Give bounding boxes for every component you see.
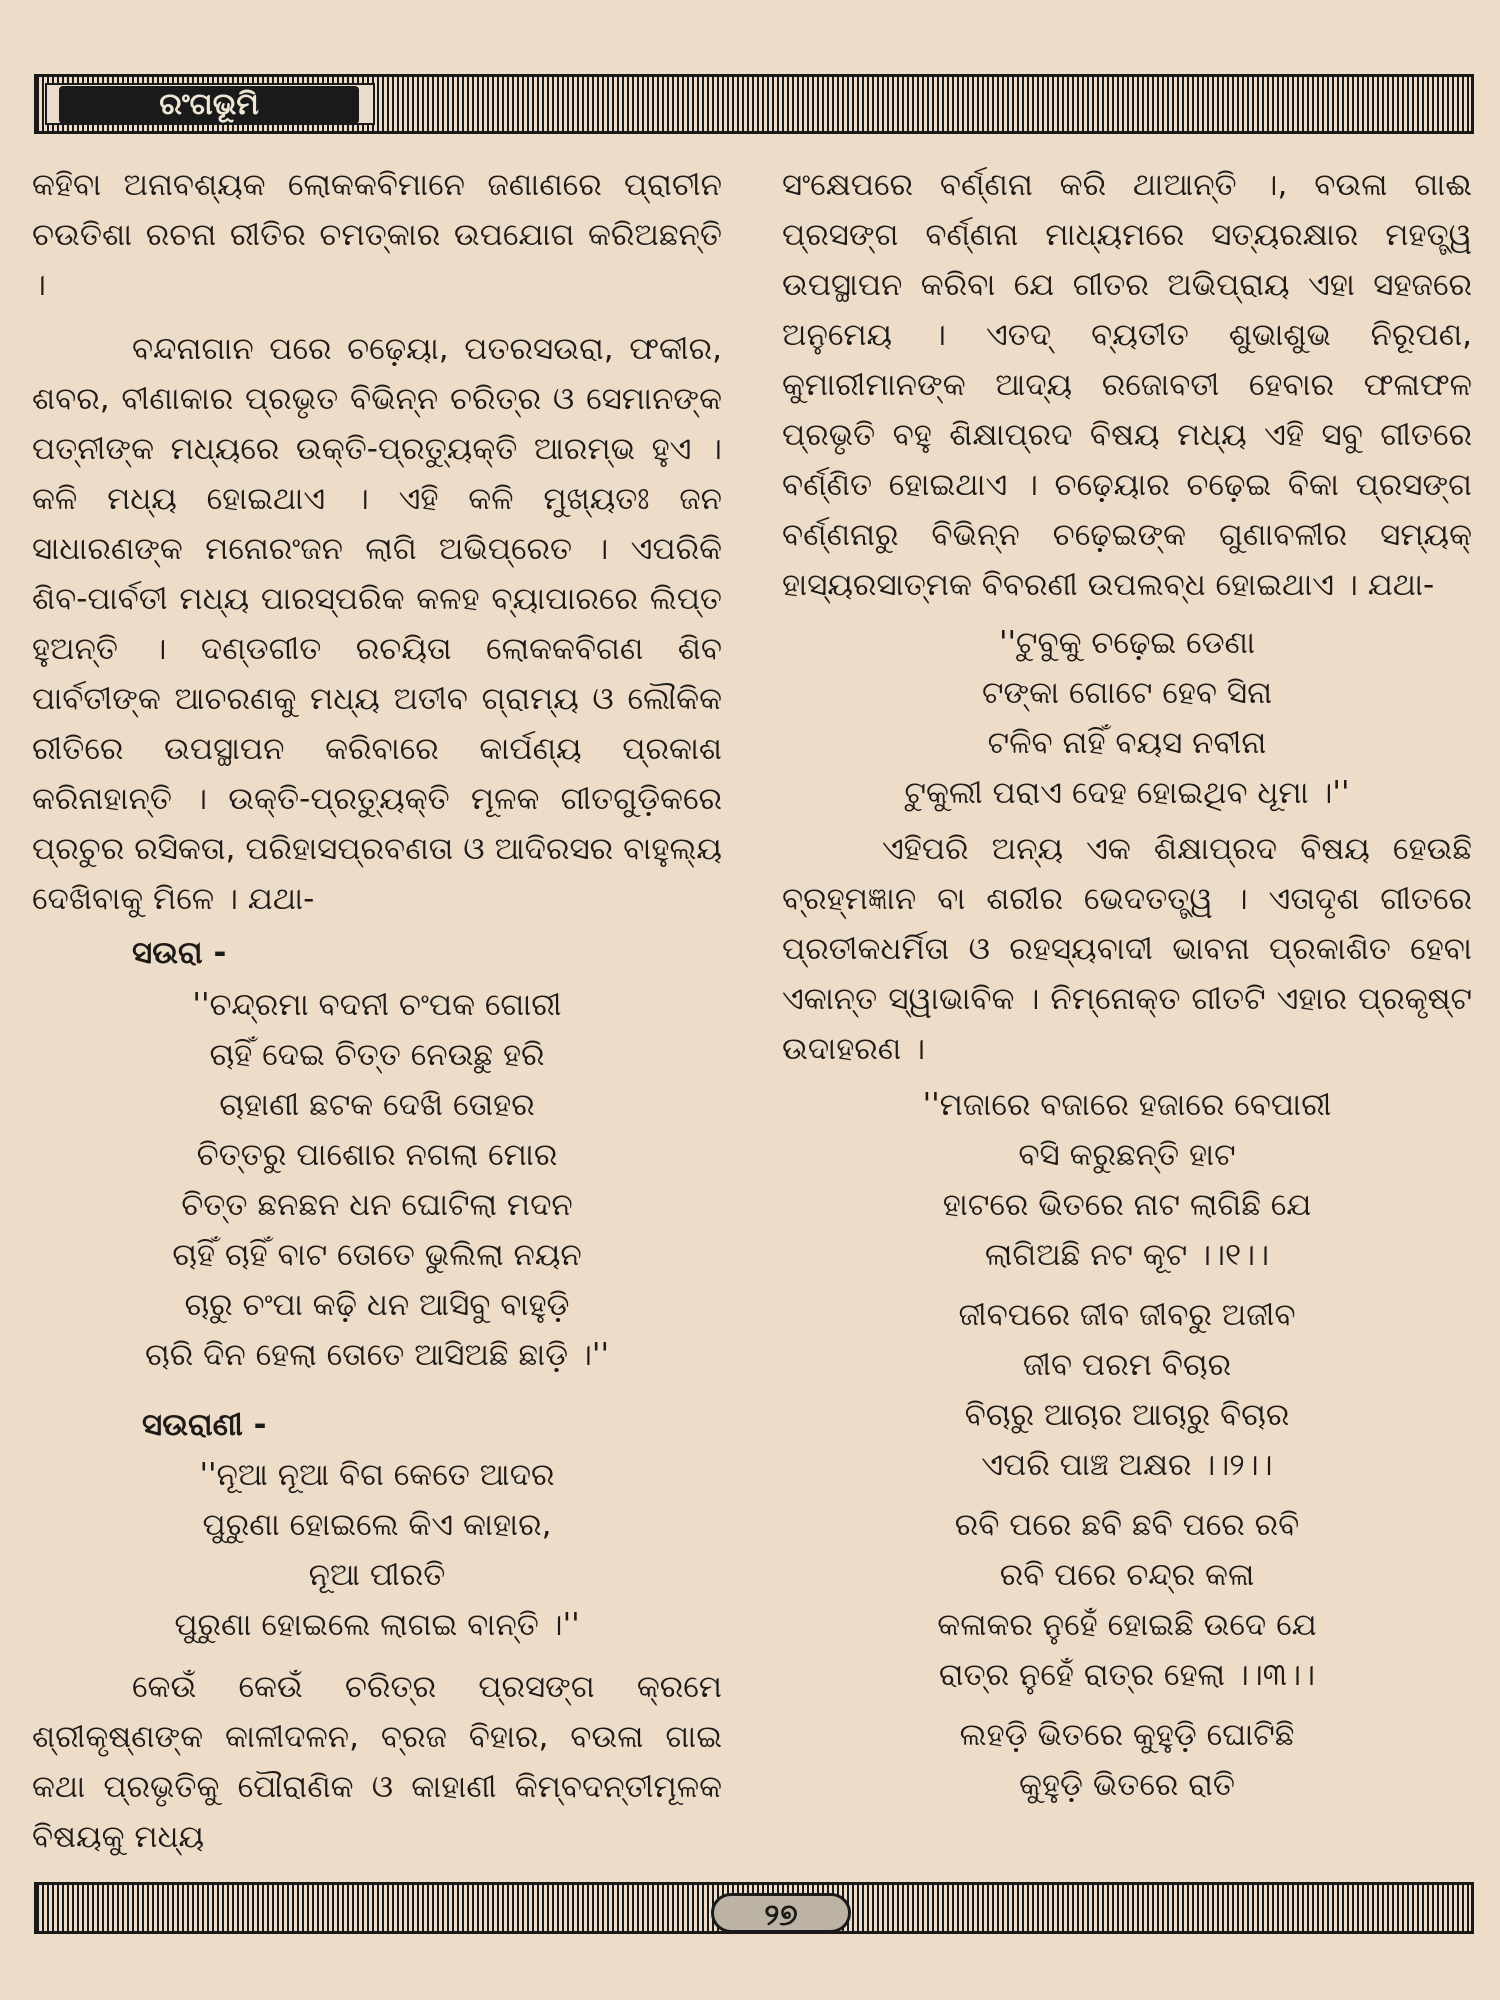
song-stanza-3 [782, 1500, 1472, 1700]
verse-line: ରବି ପରେ ଚନ୍ଦ୍ର କଳା [999, 1557, 1255, 1593]
verse-line: ହାଟରେ ଭିତରେ ନାଟ ଲାଗିଛି ଯେ [942, 1187, 1312, 1223]
section-header-bar [34, 74, 1474, 134]
song-stanza-2 [782, 1290, 1472, 1490]
verse-line: ଟୁକୁଲୀ ପରାଏ ଦେହ ହୋଇଥିବ ଧୂମା ।'' [904, 775, 1350, 811]
speaker-saurani: ସଉରାଣୀ - [142, 1407, 267, 1443]
verse-line: କଳାକର ନୁହେଁ ହୋଇଛି ଉଦେ ଯେ [937, 1607, 1317, 1643]
left-paragraph-2: ବନ୍ଦନାଗାନ ପରେ ଚଢ଼େୟା, ପତରସଉରା, ଫକୀର, ଶବର, ବୀଣାକାର ପ୍ରଭୃତ ବିଭିନ୍ନ ଚରିତ୍ର ଓ ସେମାନଙ୍କ ପତ୍ନୀଙ୍କ ମଧ୍ୟରେ ଉକ୍ତି-ପ୍ରତ୍ୟୁକ୍ତି ଆରମ୍ଭ ହୁଏ । କଳି ମଧ୍ୟ ହୋଇଥାଏ । ଏହି କଳି ମୁଖ୍ୟତଃ ଜନ ସାଧାରଣଙ୍କ ମନୋରଂଜନ ଲାଗି ଅଭିପ୍ରେତ । ଏପରିକି ଶିବ-ପାର୍ବତୀ ମଧ୍ୟ ପାରସ୍ପରିକ କଳହ ବ୍ୟାପାରରେ ଲିପ୍ତ ହୁଅନ୍ତି । ଦଣ୍ଡଗୀତ ରଚୟିତା ଲୋକକବିଗଣ ଶିବ ପାର୍ବତୀଙ୍କ ଆଚରଣକୁ ମଧ୍ୟ ଅତୀବ ଗ୍ରାମ୍ୟ ଓ ଲୌକିକ ରୀତିରେ ଉପସ୍ଥାପନ କରିବାରେ କାର୍ପଣ୍ୟ ପ୍ରକାଶ କରିନାହାନ୍ତି । ଉକ୍ତି-ପ୍ରତ୍ୟୁକ୍ତି ମୂଳକ ଗୀତଗୁଡ଼ିକରେ ପ୍ରଚୁର ରସିକତା, ପରିହାସପ୍ରବଣତା ଓ ଆଦିରସର ବାହୁଲ୍ୟ ଦେଖିବାକୁ ମିଳେ । ଯଥା- [32, 331, 722, 917]
verse-line: ଚାହାଣୀ ଛଟକ ଦେଖି ତୋହର [219, 1087, 535, 1123]
left-column [32, 160, 722, 1860]
speaker-saura: ସଉରା - [132, 935, 227, 971]
verse-line: ଜୀବ ପରମ ବିଚାର [1022, 1347, 1232, 1383]
song-stanza-1 [782, 1080, 1472, 1280]
right-paragraph-2: ଏହିପରି ଅନ୍ୟ ଏକ ଶିକ୍ଷାପ୍ରଦ ବିଷୟ ହେଉଛି ବ୍ରହ୍ମଜ୍ଞାନ ବା ଶରୀର ଭେଦତତ୍ତ୍ୱ । ଏତାଦୃଶ ଗୀତରେ ପ୍ରତୀକଧର୍ମିତା ଓ ରହସ୍ୟବାଦୀ ଭାବନା ପ୍ରକାଶିତ ହେବା ଏକାନ୍ତ ସ୍ୱାଭାବିକ । ନିମ୍ନୋକ୍ତ ଗୀତଟି ଏହାର ପ୍ରକୃଷ୍ଟ ଉଦାହରଣ । [782, 831, 1472, 1067]
verse-line: ବସି କରୁଛନ୍ତି ହାଟ [1018, 1137, 1236, 1173]
verse-line: ''ନୂଆ ନୂଆ ବିଗ କେତେ ଆଦର [199, 1457, 555, 1493]
verse-line: ନୂଆ ପୀରତି [308, 1557, 446, 1593]
left-paragraph-3: କେଉଁ କେଉଁ ଚରିତ୍ର ପ୍ରସଙ୍ଗ କ୍ରମେ ଶ୍ରୀକୃଷ୍ଣଙ୍କ କାଳୀଦଳନ, ବ୍ରଜ ବିହାର, ବଉଳା ଗାଇ କଥା ପ୍ରଭୃତିକୁ ପୌରାଣିକ ଓ କାହାଣୀ କିମ୍ବଦନ୍ତୀମୂଳକ ବିଷୟକୁ ମଧ୍ୟ [32, 1669, 722, 1855]
verse-line: ଚାରି ଦିନ ହେଲା ତୋତେ ଆସିଅଛି ଛାଡ଼ି ।'' [145, 1337, 609, 1373]
section-title: ରଂଗଭୂମି [59, 86, 359, 124]
page-number: ୨୭ [711, 1893, 851, 1933]
right-paragraph-1: ସଂକ୍ଷେପରେ ବର୍ଣ୍ଣନା କରି ଥାଆନ୍ତି ।, ବଉଳା ଗାଈ ପ୍ରସଙ୍ଗ ବର୍ଣ୍ଣନା ମାଧ୍ୟମରେ ସତ୍ୟରକ୍ଷାର ମହତ୍ତ୍ୱ ଉପସ୍ଥାପନ କରିବା ଯେ ଗୀତର ଅଭିପ୍ରାୟ ଏହା ସହଜରେ ଅନୁମେୟ । ଏତଦ୍ ବ୍ୟତୀତ ଶୁଭାଶୁଭ ନିରୂପଣ, କୁମାରୀମାନଙ୍କ ଆଦ୍ୟ ରଜୋବତୀ ହେବାର ଫଳାଫଳ ପ୍ରଭୃତି ବହୁ ଶିକ୍ଷାପ୍ରଦ ବିଷୟ ମଧ୍ୟ ଏହି ସବୁ ଗୀତରେ ବର୍ଣ୍ଣିତ ହୋଇଥାଏ । ଚଢ଼େୟାର ଚଢ଼େଇ ବିକା ପ୍ରସଙ୍ଗ ବର୍ଣ୍ଣନାରୁ ବିଭିନ୍ନ ଚଢ଼େଇଙ୍କ ଗୁଣାବଳୀର ସମ୍ୟକ୍ ହାସ୍ୟରସାତ୍ମକ ବିବରଣୀ ଉପଲବ୍ଧ ହୋଇଥାଏ । ଯଥା- [782, 167, 1472, 603]
left-paragraph-1: କହିବା ଅନାବଶ୍ୟକ ଲୋକକବିମାନେ ଜଣାଣରେ ପ୍ରାଚୀନ ଚଉତିଶା ରଚନା ରୀତିର ଚମତ୍କାର ଉପଯୋଗ କରିଅଛନ୍ତି । [32, 167, 722, 303]
verse-line: ''ଟୁବୁକୁ ଚଢ଼େଇ ଡେଣା [998, 625, 1256, 661]
verse-line: ''ମଜାରେ ବଜାରେ ହଜାରେ ବେପାରୀ [922, 1087, 1332, 1123]
right-column [782, 160, 1472, 1860]
verse-line: ଚିତ୍ତ ଛନଛନ ଧନ ଘୋଟିଲା ମଦନ [181, 1187, 573, 1223]
verse-line: ଚାହିଁ ଦେଇ ଚିତ୍ତ ନେଉଛୁ ହରି [209, 1037, 545, 1073]
verse-tubuku [782, 618, 1472, 818]
verse-line: ପୁରୁଣା ହୋଇଲେ ଲାଗଇ ବାନ୍ତି ।'' [174, 1607, 580, 1643]
verse-line: କୁହୁଡ଼ି ଭିତରେ ରାତି [1019, 1767, 1235, 1803]
page-footer-bar [34, 1882, 1474, 1934]
verse-line: ''ଚନ୍ଦ୍ରମା ବଦନୀ ଚଂପକ ଗୋରୀ [192, 987, 562, 1023]
verse-line: ଚିତ୍ତରୁ ପାଶୋର ନଗଲା ମୋର [196, 1137, 558, 1173]
verse-line: ପୁରୁଣା ହୋଇଲେ କିଏ କାହାର, [202, 1507, 552, 1543]
song-stanza-4 [782, 1710, 1472, 1810]
verse-line: ଟଙ୍କା ଗୋଟେ ହେବ ସିନା [982, 675, 1272, 711]
verse-line: ଲାଗିଅଛି ନଟ କୂଟ ।।୧।। [984, 1237, 1270, 1273]
verse-line: ଟଳିବ ନାହିଁ ବୟସ ନବୀନା [987, 725, 1267, 761]
verse-line: ଲହଡ଼ି ଭିତରେ କୁହୁଡ଼ି ଘୋଟିଛି [959, 1717, 1295, 1753]
verse-line: ଚାରୁ ଚଂପା କଢ଼ି ଧନ ଆସିବୁ ବାହୁଡ଼ି [184, 1287, 570, 1323]
verse-saura [32, 980, 722, 1380]
verse-saurani [32, 1450, 722, 1650]
verse-line: ରବି ପରେ ଛବି ଛବି ପରେ ରବି [954, 1507, 1300, 1543]
section-title-box [45, 83, 375, 125]
verse-line: ରାତ୍ର ନୁହେଁ ରାତ୍ର ହେଲା ।।୩।। [938, 1657, 1316, 1693]
verse-line: ଏପରି ପାଞ୍ଚ ଅକ୍ଷର ।।୨।। [981, 1447, 1273, 1483]
verse-line: ବିଚାରୁ ଆଚାର ଆଚାରୁ ବିଚାର [964, 1397, 1290, 1433]
verse-line: ଚାହିଁ ଚାହିଁ ବାଟ ତୋତେ ଭୁଲିଲା ନୟନ [172, 1237, 582, 1273]
verse-line: ଜୀବପରେ ଜୀବ ଜୀବରୁ ଅଜୀବ [958, 1297, 1296, 1333]
